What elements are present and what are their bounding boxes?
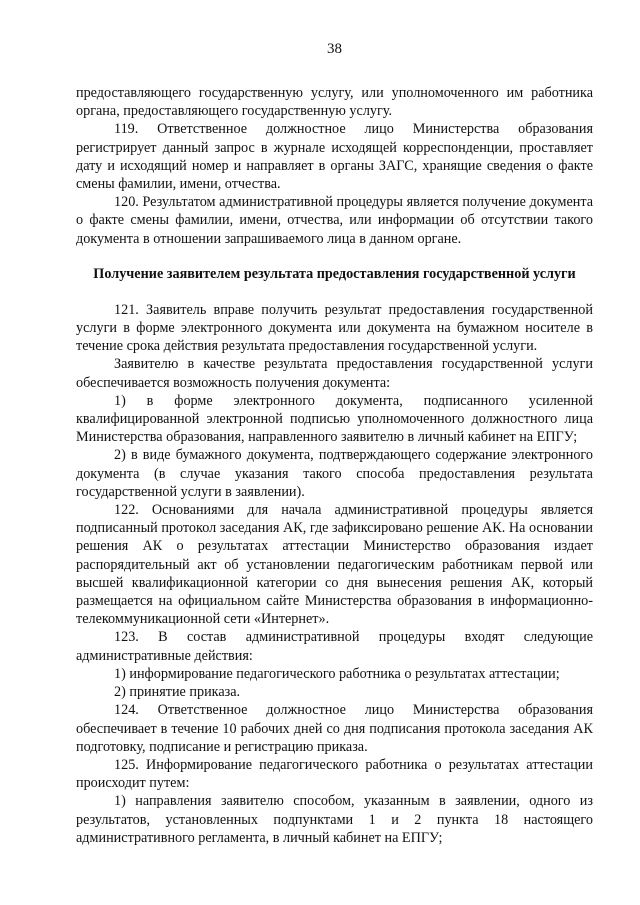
page-number: 38: [327, 41, 342, 57]
paragraph-p123: 123. В состав административной процедуры входят следующие административные действия:: [76, 629, 593, 664]
paragraph-p120: 120. Результатом административной процедуры является получение документа о факте смены фамилии, имени, отчества, или информации об отсутствии такого документа в отношении запрашиваемого лица в данном органе.: [76, 194, 593, 247]
bottom-paragraphs: [76, 301, 593, 847]
paragraph-p125-1: 1) направления заявителю способом, указанным в заявлении, одного из результатов, установленных подпунктами 1 и 2 пункта 18 настоящего административного регламента, в личный кабинет на ЕПГУ;: [76, 793, 593, 846]
section-heading: Получение заявителем результата предоставления государственной услуги: [93, 265, 576, 282]
paragraph-p123-2: 2) принятие приказа.: [114, 684, 241, 701]
paragraph-p122: 122. Основаниями для начала административной процедуры является подписанный протокол заседания АК, где зафиксировано решение АК. На основании решения АК о результатах аттестации Министерство образования издает распорядительный акт об установлении педагогическим работникам первой или высшей квалификационной категории со дня вынесения решения АК, который размещается на официальном сайте Министерства образования в информационно-телекоммуникационной сети «Интернет».: [76, 502, 593, 628]
paragraph-p121-2: 2) в виде бумажного документа, подтверждающего содержание электронного документа (в случае указания такого способа предоставления результата государственной услуги в заявлении).: [76, 447, 593, 500]
paragraph-p121-1: 1) в форме электронного документа, подписанного усиленной квалифицированной электронной подписью уполномоченного должностного лица Министерства образования, направленного заявителю в личный кабинет на ЕПГУ;: [76, 392, 593, 446]
paragraph-p121: 121. Заявитель вправе получить результат предоставления государственной услуги в форме электронного документа или документа на бумажном носителе в течение срока действия результата предоставления государственной услуги.: [76, 301, 593, 355]
paragraph-p121b: Заявителю в качестве результата предоставления государственной услуги обеспечивается возможность получения документа:: [76, 356, 593, 391]
paragraph-p124: 124. Ответственное должностное лицо Министерства образования обеспечивает в течение 10 рабочих дней со дня подписания протокола заседания АК подготовку, подписание и регистрацию приказа.: [76, 702, 593, 755]
top-paragraphs: [76, 84, 593, 248]
paragraph-p-cont: предоставляющего государственную услугу, или уполномоченного им работника органа, предоставляющего государственную услугу.: [76, 85, 593, 120]
paragraph-p123-1: 1) информирование педагогического работника о результатах аттестации;: [114, 665, 560, 682]
paragraph-p125: 125. Информирование педагогического работника о результатах аттестации происходит путем:: [76, 756, 593, 792]
paragraph-p119: 119. Ответственное должностное лицо Министерства образования регистрирует данный запрос в журнале исходящей корреспонденции, проставляет дату и исходящий номер и направляет в органы ЗАГС, хранящие сведения о факте смены фамилии, имени, отчества.: [76, 121, 593, 193]
